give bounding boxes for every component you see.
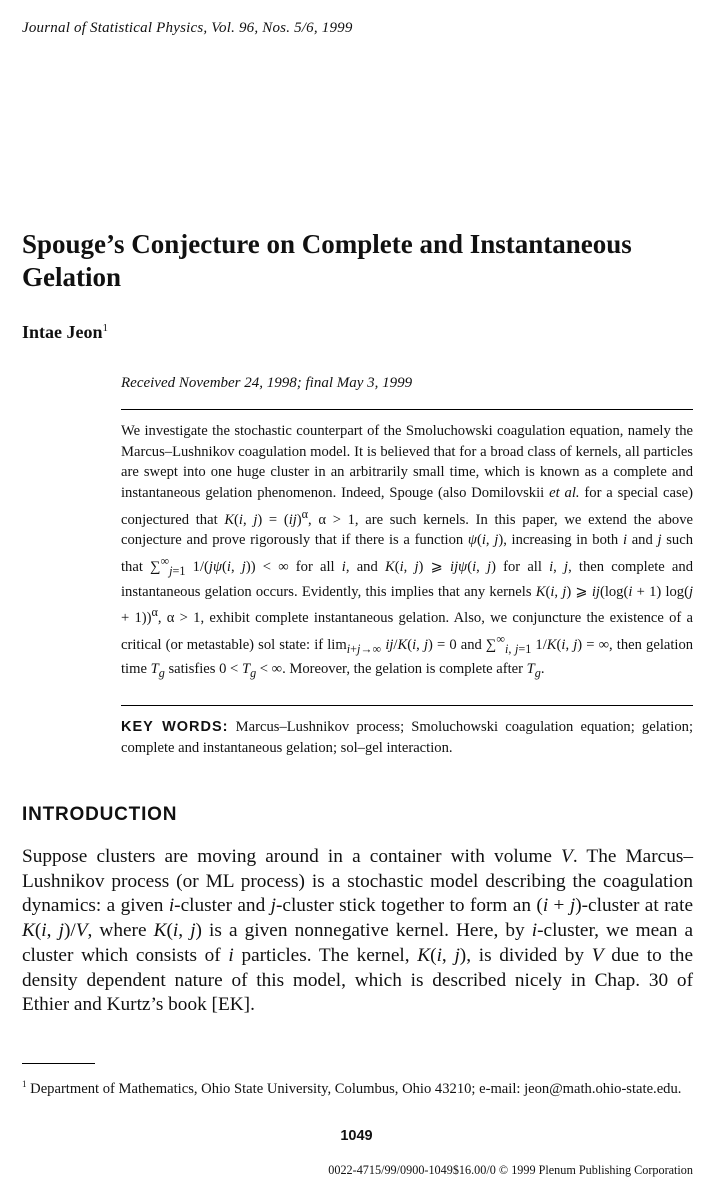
abstract-top-rule xyxy=(121,409,693,410)
section-heading: INTRODUCTION xyxy=(22,804,178,825)
paper-title: Spouge’s Conjecture on Complete and Instantaneous Gelation xyxy=(22,229,632,292)
abstract-bottom-rule xyxy=(121,705,693,706)
author-footnote-mark: 1 xyxy=(102,322,108,334)
abstract: We investigate the stochastic counterpart of the Smoluchowski coagulation equation, namely the Marcus–Lushnikov coagulation model. It is believed that for a broad class of kernels, all particles are swept into one huge cluster in an arbitrarily small time, which is known as a complete and instantaneous gelation phenomenon. Indeed, Spouge (also Domilovskii et al. for a special case) conjectured that K(i, j) = (ij)$^\alpha$, α > 1, are such kernels. In this paper, we extend the above conjecture and prove rigorously that if there is a function ψ(i, j), increasing in both i and j such that $\sum^\infty_{j=1}$ 1/(jψ(i, j)) < ∞ for all i, and K(i, j) ⩾ ijψ(i, j) for all i, j, then complete and instantaneous gelation occurs. Evidently, this implies that any kernels K(i, j) ⩾ ij(log(i + 1) log(j + 1))$^\alpha$, α > 1, exhibit complete instantaneous gelation. Also, we conjuncture the existence of a critical (or metastable) sol state: if $\lim_{i+j\to\infty} ij/K(i$, j) = 0 and $\sum^\infty_{i, j=1}$ 1/K(i, j) = ∞, then gelation time $T_g$ satisfies $0 < T_g$ < ∞. Moreover, the gelation is complete after $T_g$. xyxy=(121,423,694,681)
author-name: Intae Jeon xyxy=(22,322,103,342)
page-number: 1049 xyxy=(340,1128,373,1144)
introduction-paragraph: Suppose clusters are moving around in a container with volume V. The Marcus–Lushnikov process (or ML process) is a stochastic model describing the coagulation dynamics: a given i-cluster and j-cluster stick together to form an (i + j)-cluster at rate K(i, j)/V, where K(i, j) is a given nonnegative kernel. Here, by i-cluster, we mean a cluster which consists of i particles. The kernel, K(i, j), is divided by V due to the density dependent nature of this model, which is described nicely in Chap. 30 of Ethier and Kurtz’s book [EK]. xyxy=(22,846,694,1016)
footnote-rule xyxy=(22,1063,95,1064)
copyright-line: 0022-4715/99/0900-1049$16.00/0 © 1999 Plenum Publishing Corporation xyxy=(328,1163,693,1177)
footnote-mark: 1 xyxy=(22,1079,27,1089)
key-words-label: KEY WORDS: xyxy=(121,719,229,735)
received-dates: Received November 24, 1998; final May 3, 1999 xyxy=(121,375,413,391)
key-words xyxy=(121,717,693,758)
author xyxy=(22,322,108,343)
footnote xyxy=(22,1074,693,1100)
key-words-text: Marcus–Lushnikov process; Smoluchowski coagulation equation; gelation; complete and instantaneous gelation; sol–gel interaction. xyxy=(121,719,693,756)
journal-header: Journal of Statistical Physics, Vol. 96, Nos. 5/6, 1999 xyxy=(22,20,353,36)
footnote-text: Department of Mathematics, Ohio State University, Columbus, Ohio 43210; e-mail: jeon@math.ohio-state.edu. xyxy=(30,1080,682,1097)
